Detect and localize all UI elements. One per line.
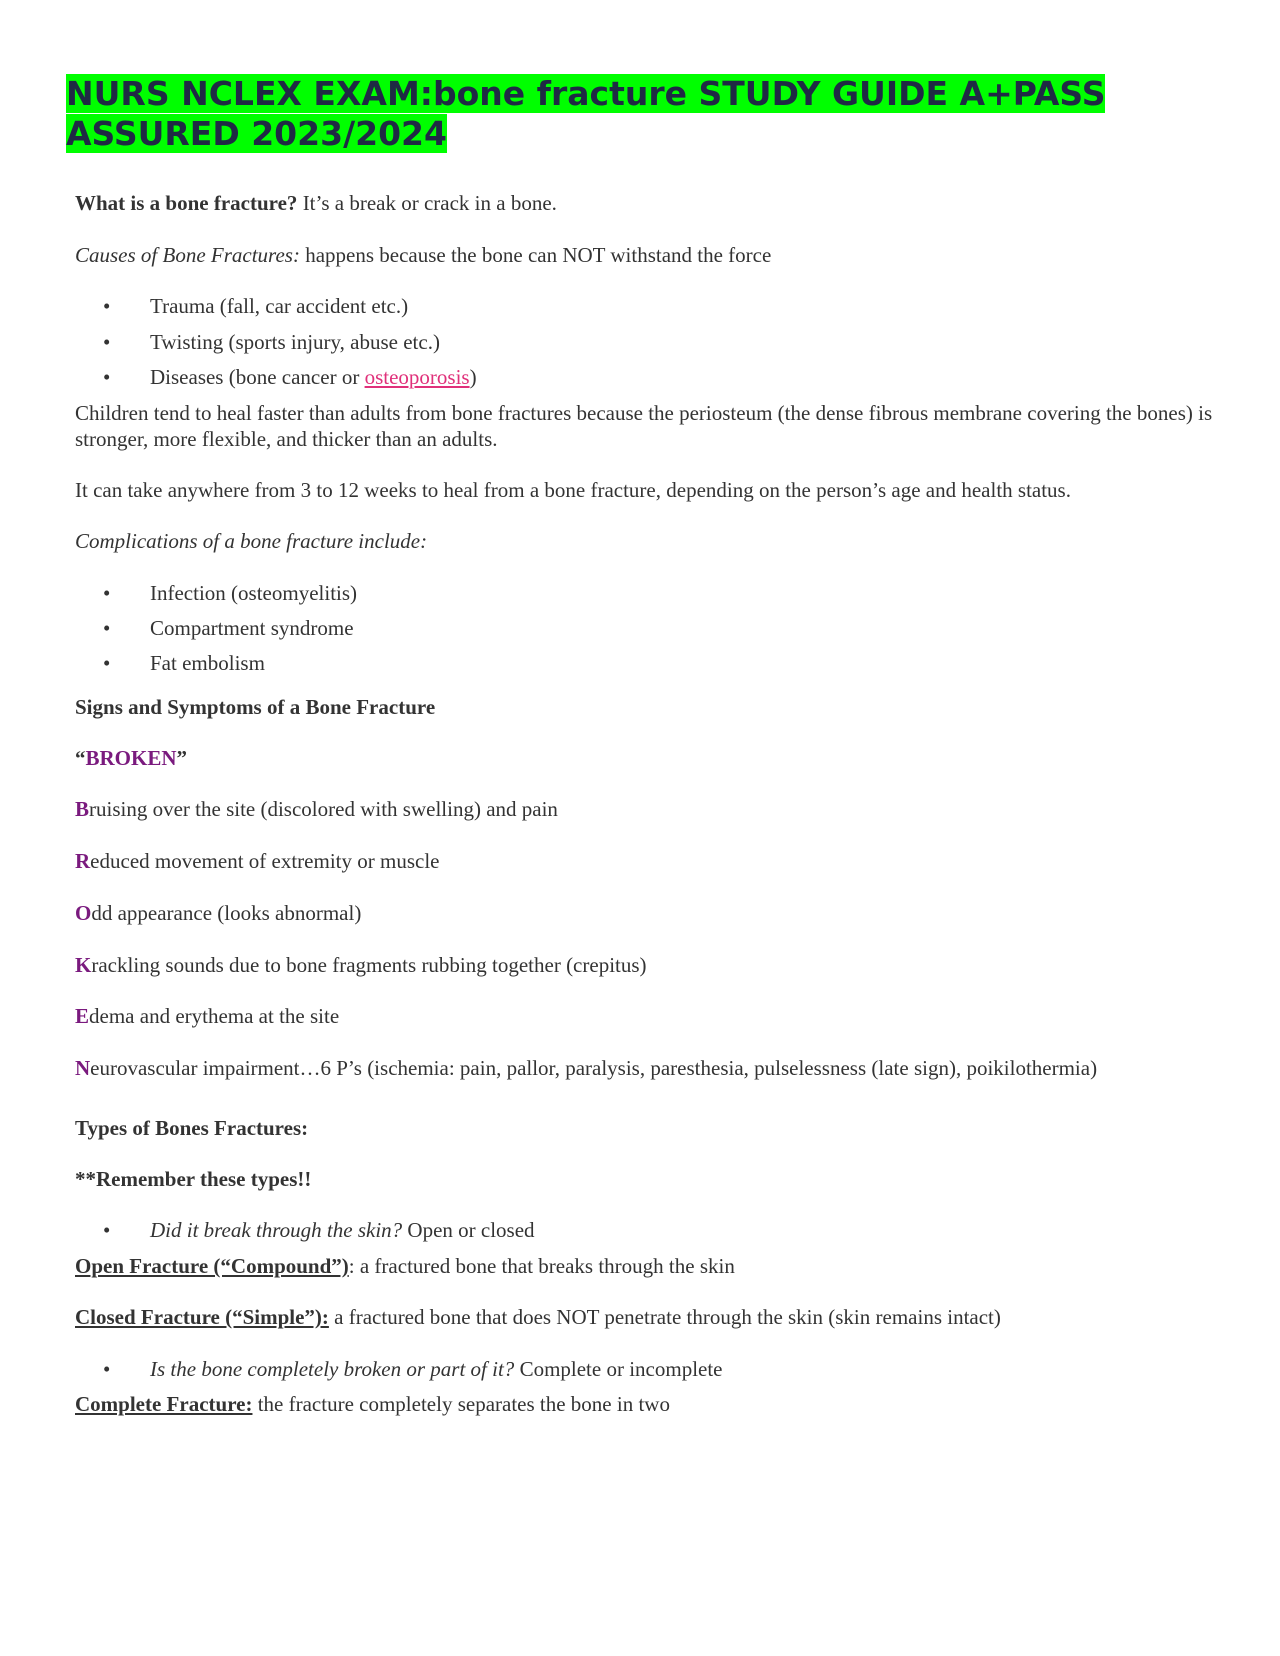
complete-fracture-definition [75, 1391, 1225, 1417]
closed-fracture-label: Closed Fracture (“Simple”): [75, 1305, 329, 1329]
open-fracture-label: Open Fracture (“Compound”) [75, 1254, 349, 1278]
list-item-text: Trauma (fall, car accident etc.) [150, 294, 409, 318]
mnemonic-text: ruising over the site (discolored with swelling) and pain [89, 797, 558, 821]
types-heading [75, 1115, 1225, 1141]
causes-label: Causes of Bone Fractures: [75, 243, 300, 267]
complete-fracture-label: Complete Fracture: [75, 1392, 253, 1416]
open-fracture-text: : a fractured bone that breaks through the skin [348, 1254, 735, 1278]
mnemonic-text: educed movement of extremity or muscle [90, 849, 440, 873]
mnemonic-letter: O [75, 901, 92, 925]
mnemonic-row [75, 952, 1225, 978]
complications-label [75, 528, 1225, 554]
mnemonic-text: rackling sounds due to bone fragments rubbing together (crepitus) [91, 953, 647, 977]
types-heading-text: Types of Bones Fractures: [75, 1116, 309, 1140]
mnemonic-letter: N [75, 1056, 91, 1080]
remember-note-text: **Remember these types!! [75, 1167, 312, 1191]
mnemonic-text: dd appearance (looks abnormal) [91, 901, 362, 925]
heal-time-paragraph: It can take anywhere from 3 to 12 weeks to heal from a bone fracture, depending on the person’s age and health status. [75, 478, 1071, 502]
quote-close: ” [176, 746, 188, 770]
intro-question: What is a bone fracture? [75, 191, 298, 215]
mnemonic-heading [75, 745, 1225, 771]
complete-fracture-text: the fracture completely separates the bone in two [252, 1392, 670, 1416]
list-item-text: Twisting (sports injury, abuse etc.) [150, 330, 440, 354]
signs-heading [75, 694, 1225, 720]
mnemonic-letter: R [75, 849, 91, 873]
closed-fracture-definition [75, 1304, 1225, 1330]
mnemonic-text: eurovascular impairment…6 P’s (ischemia: pain, pallor, paralysis, paresthesia, pulselessness (late sign), poikilothermia) [90, 1056, 1098, 1080]
bullet: • [103, 1218, 111, 1242]
list-item-text: Infection (osteomyelitis) [150, 581, 358, 605]
complications-label-text: Complications of a bone fracture include: [75, 529, 428, 553]
title-highlight: NURS NCLEX EXAM:bone fracture STUDY GUIDE A+PASS ASSURED 2023/2024 [66, 74, 1106, 153]
mnemonic-word: BROKEN [85, 746, 177, 770]
question-answer: Open or closed [402, 1218, 535, 1242]
mnemonic-row [75, 1055, 1225, 1081]
bullet: • [103, 365, 111, 389]
question-answer: Complete or incomplete [514, 1357, 723, 1381]
question-italic: Is the bone completely broken or part of it? [150, 1357, 515, 1381]
mnemonic-text: dema and erythema at the site [89, 1004, 340, 1028]
mnemonic-row [75, 796, 1225, 822]
intro-paragraph [75, 190, 1225, 216]
intro-answer: It’s a break or crack in a bone. [297, 191, 557, 215]
list-item-text: Fat embolism [150, 651, 265, 675]
bullet: • [103, 616, 111, 640]
causes-text: happens because the bone can NOT withstand the force [299, 243, 772, 267]
children-paragraph: Children tend to heal faster than adults from bone fractures because the periosteum (the dense fibrous membrane covering the bones) is stronger, more flexible, and thicker than an adults. [75, 401, 1213, 451]
mnemonic-row [75, 900, 1225, 926]
bullet: • [103, 1357, 111, 1381]
signs-heading-text: Signs and Symptoms of a Bone Fracture [75, 695, 436, 719]
list-item-text [150, 364, 477, 390]
question-italic: Did it break through the skin? [150, 1218, 403, 1242]
list-item-text: Compartment syndrome [150, 616, 354, 640]
bullet: • [103, 651, 111, 675]
list-item-text [150, 1356, 723, 1382]
diseases-prefix: Diseases (bone cancer or [150, 365, 365, 389]
causes-paragraph [75, 242, 1225, 268]
mnemonic-row [75, 1003, 1225, 1029]
mnemonic-letter: E [75, 1004, 90, 1028]
bullet: • [103, 330, 111, 354]
bullet: • [103, 294, 111, 318]
diseases-suffix: ) [469, 365, 477, 389]
osteoporosis-link[interactable]: osteoporosis [364, 365, 470, 389]
page-title [66, 74, 1246, 154]
remember-note [75, 1166, 1225, 1192]
closed-fracture-text: a fractured bone that does NOT penetrate through the skin (skin remains intact) [328, 1305, 1001, 1329]
list-item-text [150, 1217, 535, 1243]
bullet: • [103, 581, 111, 605]
mnemonic-letter: B [75, 797, 90, 821]
quote-open: “ [75, 746, 86, 770]
open-fracture-definition [75, 1253, 1225, 1279]
mnemonic-row [75, 848, 1225, 874]
mnemonic-letter: K [75, 953, 92, 977]
